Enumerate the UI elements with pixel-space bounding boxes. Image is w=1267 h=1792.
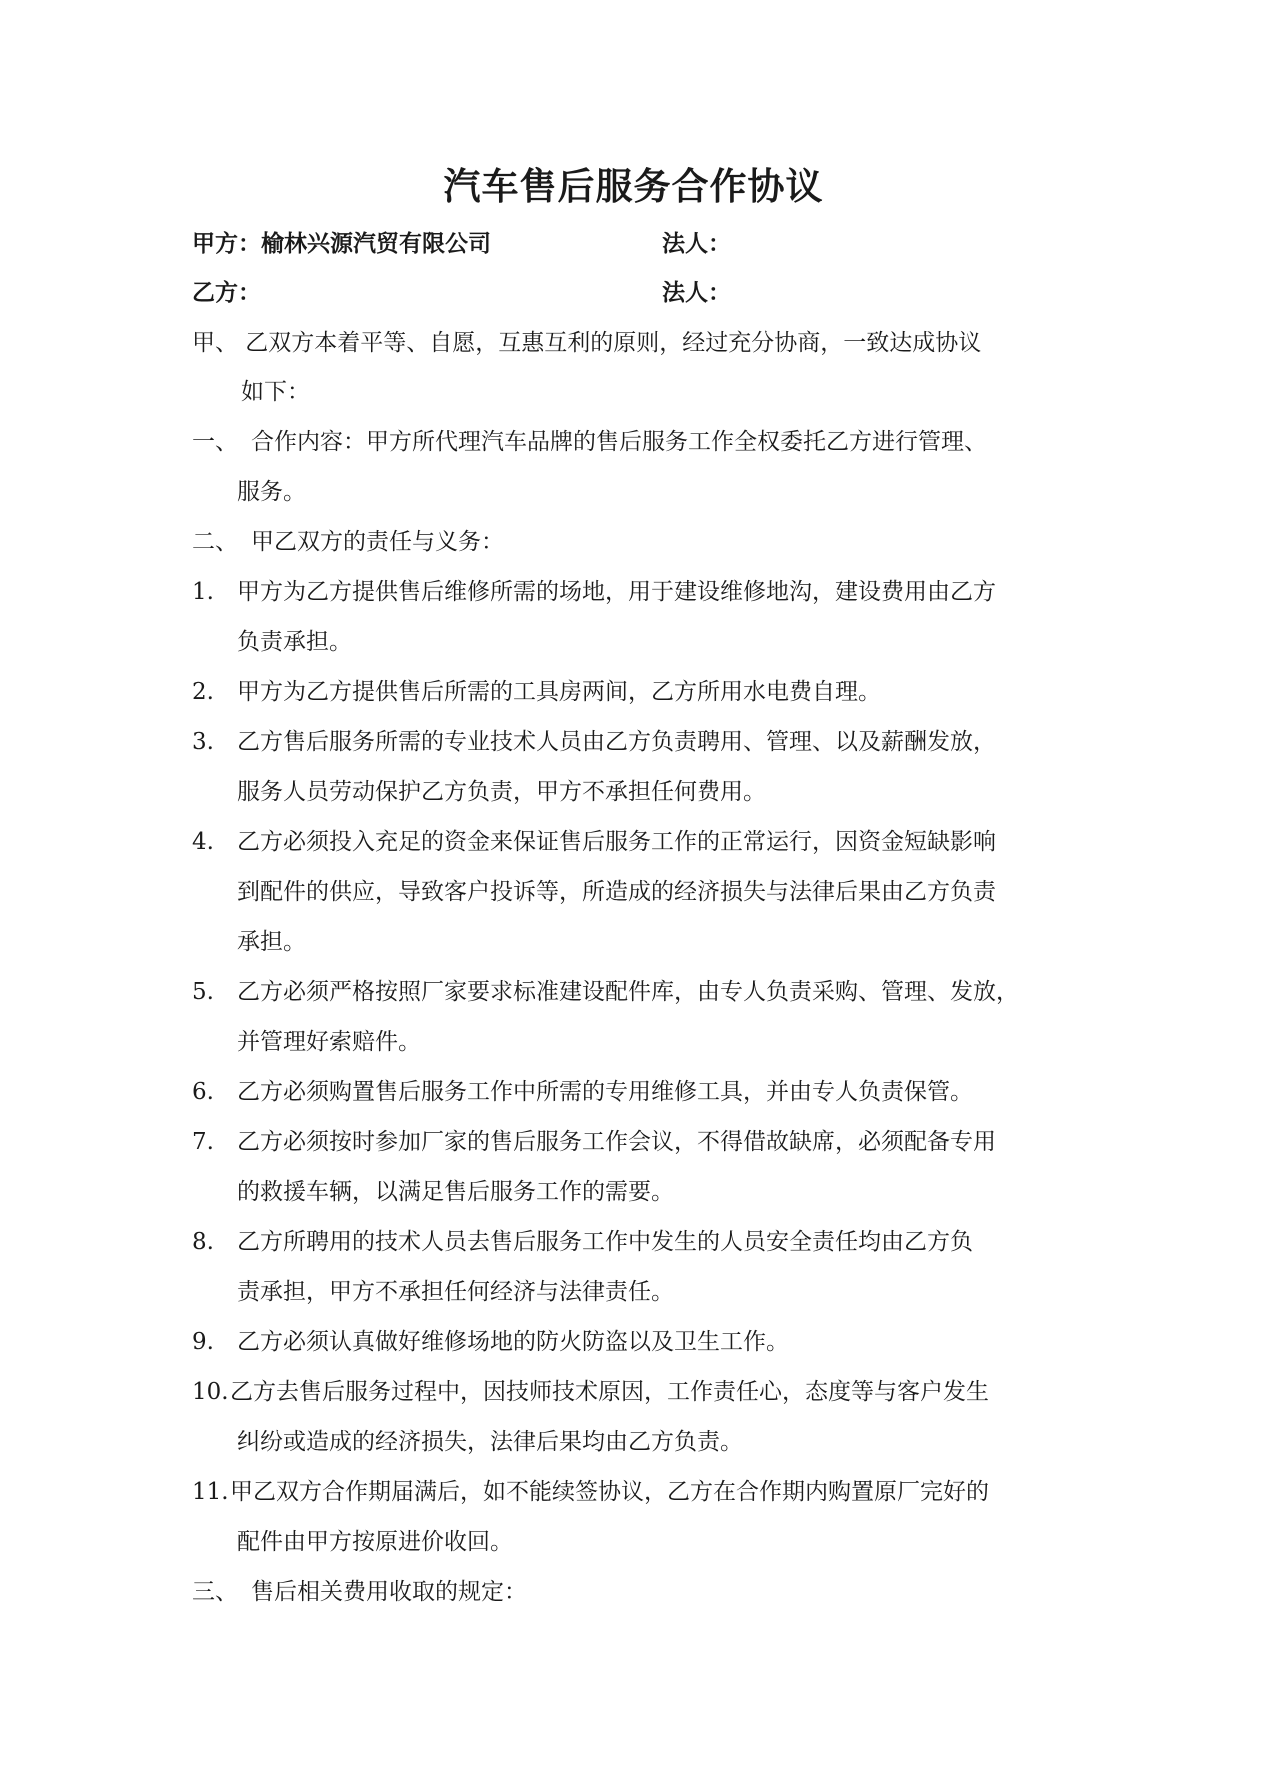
list-item-text: 乙方必须认真做好维修场地的防火防盗以及卫生工作。	[237, 1329, 789, 1355]
list-item-text: 乙方必须按时参加厂家的售后服务工作会议，不得借故缺席，必须配备专用	[237, 1129, 996, 1155]
party-a-row	[192, 226, 1092, 262]
list-item-number: 9.	[192, 1329, 214, 1355]
list-item-8-cont: 责承担，甲方不承担任何经济与法律责任。	[237, 1279, 674, 1305]
section-3-number: 三、	[192, 1579, 238, 1605]
party-b-legal-label: 法人：	[662, 279, 731, 306]
list-item-4-cont-1: 到配件的供应，导致客户投诉等，所造成的经济损失与法律后果由乙方负责	[237, 879, 996, 905]
list-item-number: 11.	[192, 1479, 229, 1505]
section-3-text: 售后相关费用收取的规定：	[251, 1579, 527, 1605]
list-item-11-cont: 配件由甲方按原进价收回。	[237, 1529, 513, 1555]
list-item-text: 乙方去售后服务过程中，因技师技术原因，工作责任心，态度等与客户发生	[230, 1379, 989, 1405]
section-1-text: 合作内容：甲方所代理汽车品牌的售后服务工作全权委托乙方进行管理、	[251, 429, 987, 455]
document-page: 汽车售后服务合作协议 甲方：榆林兴源汽贸有限公司 法人： 乙方： 法人： 甲、 乙双方本着平等、自愿，互惠互利的原则，经过充分协商，一致达成协议 如下： 一、 合作内容：甲方所代理汽车品牌的售后服务工作全权委托乙方进行管理、 服务。 二、 甲乙双方的责任与义务： 1. 甲方为乙方提供售后维修所需的场地，用于建设维修地沟，建设费用由乙方 负责承担。 2. 甲方为乙方提供售后所需的工具房两间，乙方所用水电费自理。 3. 乙方售后服务所需的专业技术人员由乙方负责聘用、管理、以及薪酬发放， 服务人员劳动保护乙方负责，甲方不承担任何费用。 4. 乙方必须投入充足的资金来保证售后服务工作的正常运行，因资金短缺影响 到配件的供应，导致客户投诉等，所造成的经济损失与法律后果由乙方负责 承担。 5. 乙方必须严格按照厂家要求标准建设配件库，由专人负责采购、管理、发放， 并管理好索赔件。 6. 乙方必须购置售后服务工作中所需的专用维修工具，并由专人负责保管。 7. 乙方必须按时参加厂家的售后服务工作会议，不得借故缺席，必须配备专用 的救援车辆，以满足售后服务工作的需要。 8. 乙方所聘用的技术人员去售后服务工作中发生的人员安全责任均由乙方负 责承担，甲方不承担任何经济与法律责任。 9. 乙方必须认真做好维修场地的防火防盗以及卫生工作。 10. 乙方去售后服务过程中，因技师技术原因，工作责任心，态度等与客户发生 纠纷或造成的经济损失，法律后果均由乙方负责。 11. 甲乙双方合作期届满后，如不能续签协议，乙方在合作期内购置原厂完好的 配件由甲方按原进价收回。 三、 售后相关费用收取的规定：	[0, 0, 1267, 1792]
list-item-number: 2.	[192, 679, 214, 705]
list-item-number: 7.	[192, 1129, 214, 1155]
list-item-text: 甲方为乙方提供售后维修所需的场地，用于建设维修地沟，建设费用由乙方	[237, 579, 996, 605]
party-b-row	[192, 275, 1092, 311]
list-item-5-cont: 并管理好索赔件。	[237, 1029, 421, 1055]
list-item-10-cont: 纠纷或造成的经济损失，法律后果均由乙方负责。	[237, 1429, 743, 1455]
list-item-number: 5.	[192, 979, 214, 1005]
list-item-text: 甲乙双方合作期届满后，如不能续签协议，乙方在合作期内购置原厂完好的	[230, 1479, 989, 1505]
list-item-3-cont: 服务人员劳动保护乙方负责，甲方不承担任何费用。	[237, 779, 766, 805]
intro-line-2: 如下：	[241, 379, 310, 405]
list-item-number: 1.	[192, 579, 214, 605]
party-a-label: 甲方：榆林兴源汽贸有限公司	[192, 230, 491, 257]
section-2-text: 甲乙双方的责任与义务：	[251, 529, 504, 555]
list-item-number: 8.	[192, 1229, 214, 1255]
list-item-number: 4.	[192, 829, 214, 855]
section-1-line-2: 服务。	[237, 479, 306, 505]
section-1-number: 一、	[192, 429, 238, 455]
list-item-1-cont: 负责承担。	[237, 629, 352, 655]
party-a-legal-label: 法人：	[662, 230, 731, 257]
list-item-text: 乙方必须购置售后服务工作中所需的专用维修工具，并由专人负责保管。	[237, 1079, 973, 1105]
list-item-number: 10.	[192, 1379, 229, 1405]
party-b-label: 乙方：	[192, 279, 261, 306]
list-item-text: 乙方售后服务所需的专业技术人员由乙方负责聘用、管理、以及薪酬发放，	[237, 729, 996, 755]
list-item-text: 乙方必须投入充足的资金来保证售后服务工作的正常运行，因资金短缺影响	[237, 829, 996, 855]
section-2-number: 二、	[192, 529, 238, 555]
list-item-7-cont: 的救援车辆，以满足售后服务工作的需要。	[237, 1179, 674, 1205]
list-item-4-cont-2: 承担。	[237, 929, 306, 955]
list-item-number: 3.	[192, 729, 214, 755]
document-title: 汽车售后服务合作协议	[443, 164, 824, 208]
list-item-number: 6.	[192, 1079, 214, 1105]
list-item-text: 乙方所聘用的技术人员去售后服务工作中发生的人员安全责任均由乙方负	[237, 1229, 973, 1255]
list-item-text: 甲方为乙方提供售后所需的工具房两间，乙方所用水电费自理。	[237, 679, 881, 705]
list-item-text: 乙方必须严格按照厂家要求标准建设配件库，由专人负责采购、管理、发放，	[237, 979, 1019, 1005]
